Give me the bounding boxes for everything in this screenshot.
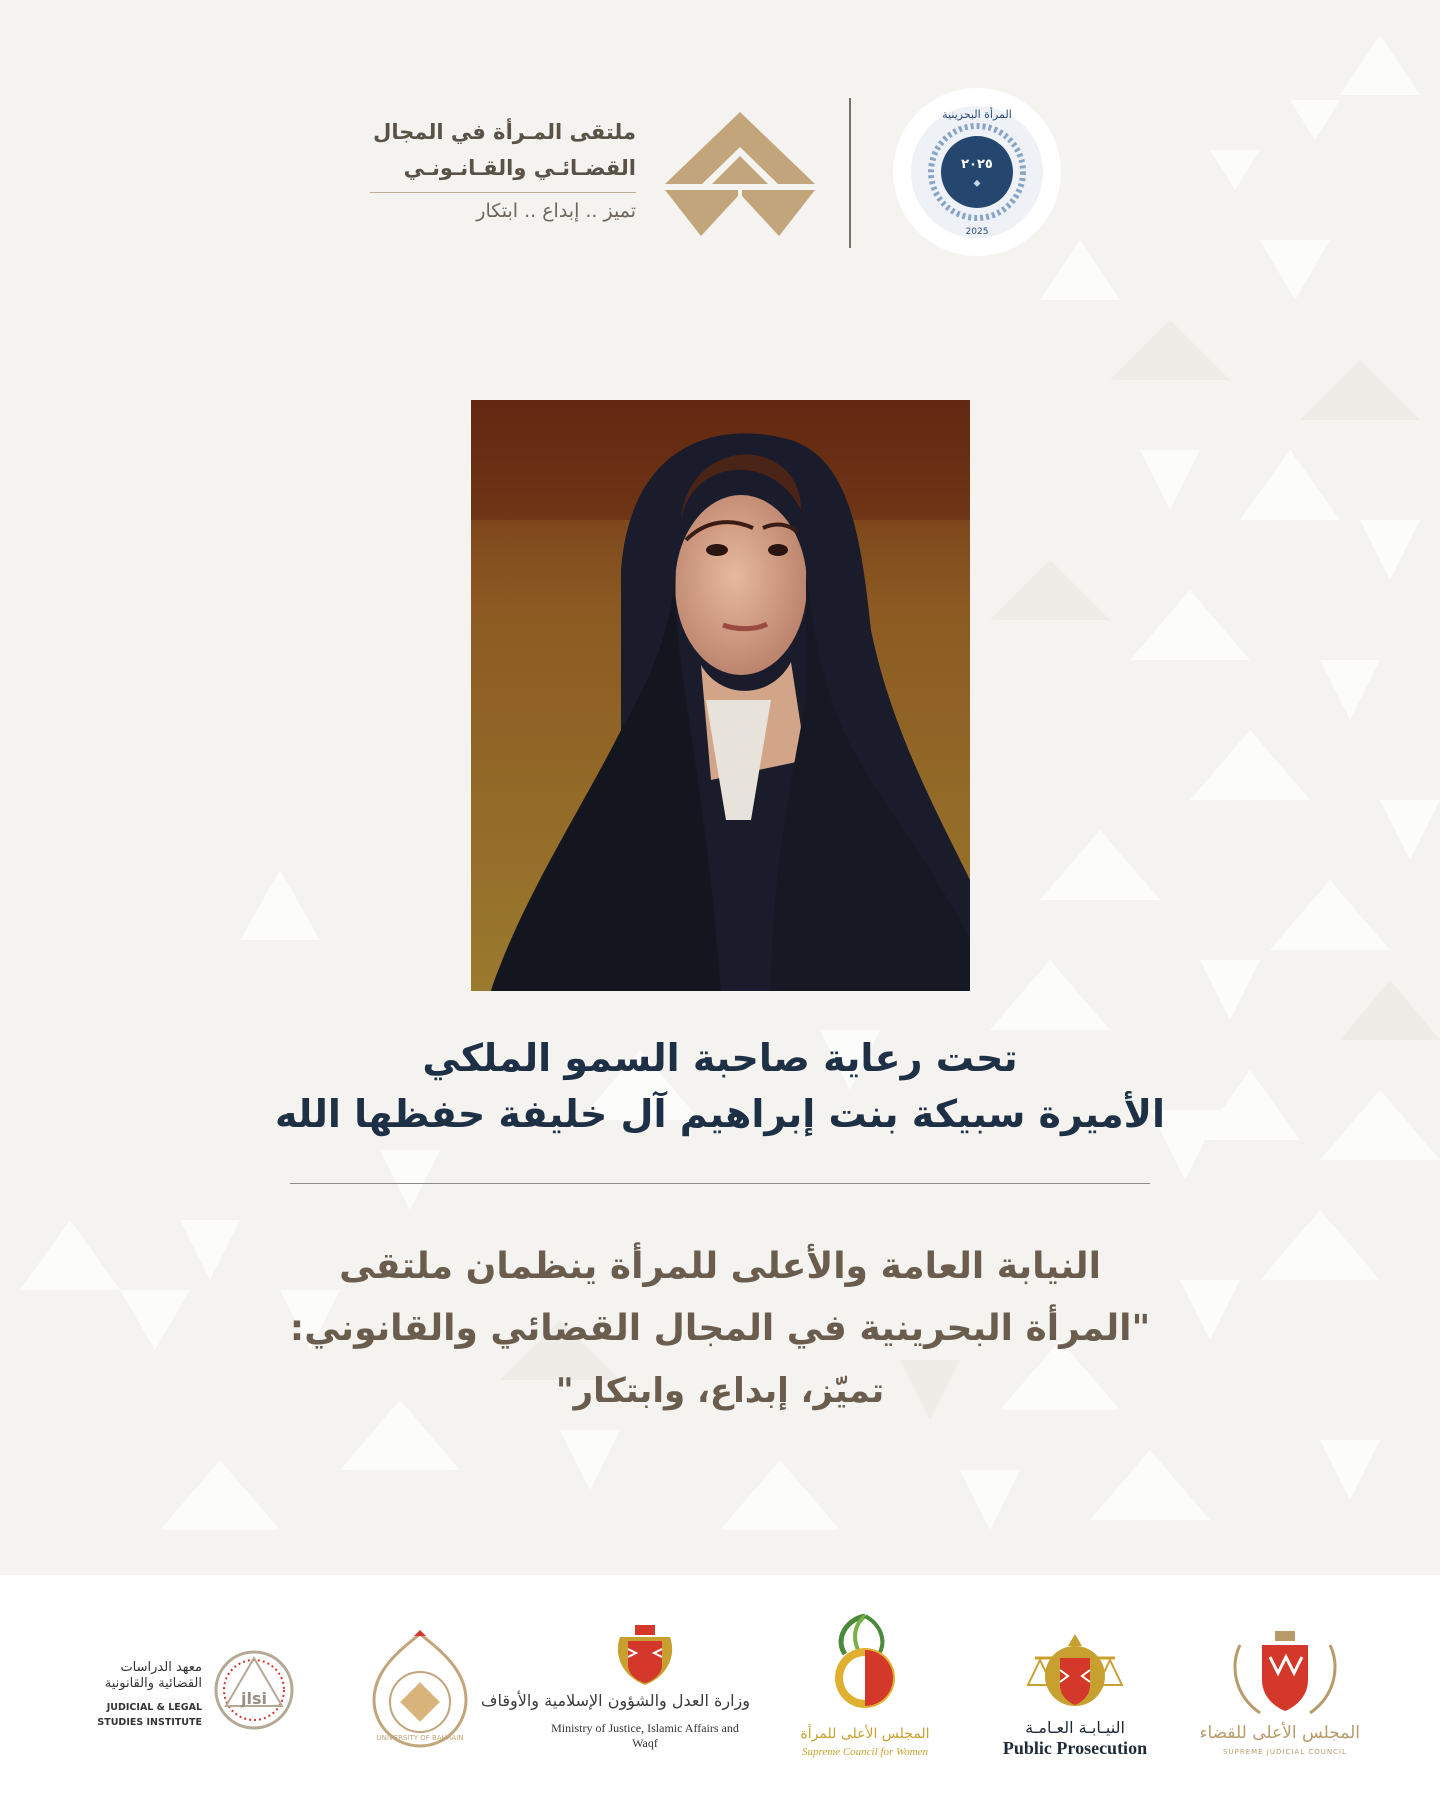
- svg-text:المرأة البحرينية: المرأة البحرينية: [942, 108, 1012, 121]
- svg-text:2025: 2025: [965, 227, 989, 237]
- jlsi-arabic-name: معهد الدراسات القضائية والقانونية: [104, 1660, 202, 1691]
- sjc-english-name: SUPREME JUDICIAL COUNCIL: [1223, 1748, 1347, 1756]
- section-divider: [290, 1183, 1150, 1184]
- patronage-text: [220, 1030, 1220, 1142]
- patronage-line1: تحت رعاية صاحبة السمو الملكي: [422, 1036, 1018, 1080]
- public-prosecution-emblem-icon: [990, 1630, 1160, 1715]
- jlsi-seal-icon: [212, 1648, 296, 1732]
- partner-logos-footer: [0, 1575, 1440, 1800]
- patron-portrait-photo: [471, 400, 970, 991]
- svg-text:٢٠٢٥: ٢٠٢٥: [961, 157, 993, 172]
- jlsi-english-name: JUDICIAL & LEGAL STUDIES INSTITUTE: [97, 1702, 202, 1728]
- forum-title: [370, 114, 636, 193]
- svg-text:⬥: ⬥: [973, 178, 981, 189]
- forum-title-line1: ملتقى المـرأة في المجال: [373, 120, 636, 144]
- forum-emblem-logo: [660, 112, 820, 242]
- supreme-council-for-women-logo: [800, 1610, 930, 1780]
- public-prosecution-english-name: Public Prosecution: [1002, 1738, 1148, 1758]
- scw-arabic-name: المجلس الأعلى للمرأة: [800, 1726, 930, 1742]
- bahrain-womens-day-badge: [893, 88, 1061, 256]
- announcement-line1: النيابة العامة والأعلى للمرأة ينظمان ملتقى: [339, 1246, 1101, 1287]
- header-divider: [849, 98, 851, 248]
- sjc-arabic-name: المجلس الأعلى للقضاء: [1199, 1723, 1360, 1743]
- forum-title-rule: [370, 192, 636, 193]
- jlsi-mark: jlsi: [241, 1689, 267, 1708]
- header: [0, 88, 1440, 258]
- uob-seal-icon: [370, 1630, 470, 1750]
- moj-emblem-icon: [540, 1623, 750, 1689]
- announcement-line3: تميّز، إبداع، وابتكار": [555, 1371, 885, 1411]
- scw-english-name: Supreme Council for Women: [802, 1746, 928, 1758]
- public-prosecution-logo: [990, 1630, 1160, 1770]
- forum-tagline: تميز .. إبداع .. ابتكار: [476, 200, 636, 222]
- moj-arabic-name: وزارة العدل والشؤون الإسلامية والأوقاف: [480, 1691, 750, 1710]
- announcement-line2: "المرأة البحرينية في المجال القضائي والقانوني:: [289, 1308, 1151, 1349]
- scw-emblem-icon: [805, 1610, 925, 1720]
- forum-title-line2: القضـائـي والقـانـونـي: [403, 156, 636, 180]
- ministry-of-justice-logo: [480, 1623, 750, 1773]
- moj-english-name: Ministry of Justice, Islamic Affairs and Waqf: [551, 1721, 739, 1750]
- supreme-judicial-council-logo: [1199, 1625, 1360, 1756]
- jlsi-logo: [90, 1660, 300, 1750]
- uob-english-name: UNIVERSITY OF BAHRAIN: [376, 1734, 464, 1742]
- university-of-bahrain-logo: [370, 1630, 470, 1750]
- patronage-line2: الأميرة سبيكة بنت إبراهيم آل خليفة حفظها الله: [275, 1092, 1165, 1136]
- sjc-emblem-icon: [1220, 1625, 1350, 1720]
- public-prosecution-arabic-name: النيـابـة العـامـة: [1025, 1718, 1125, 1737]
- announcement-text: [220, 1236, 1220, 1422]
